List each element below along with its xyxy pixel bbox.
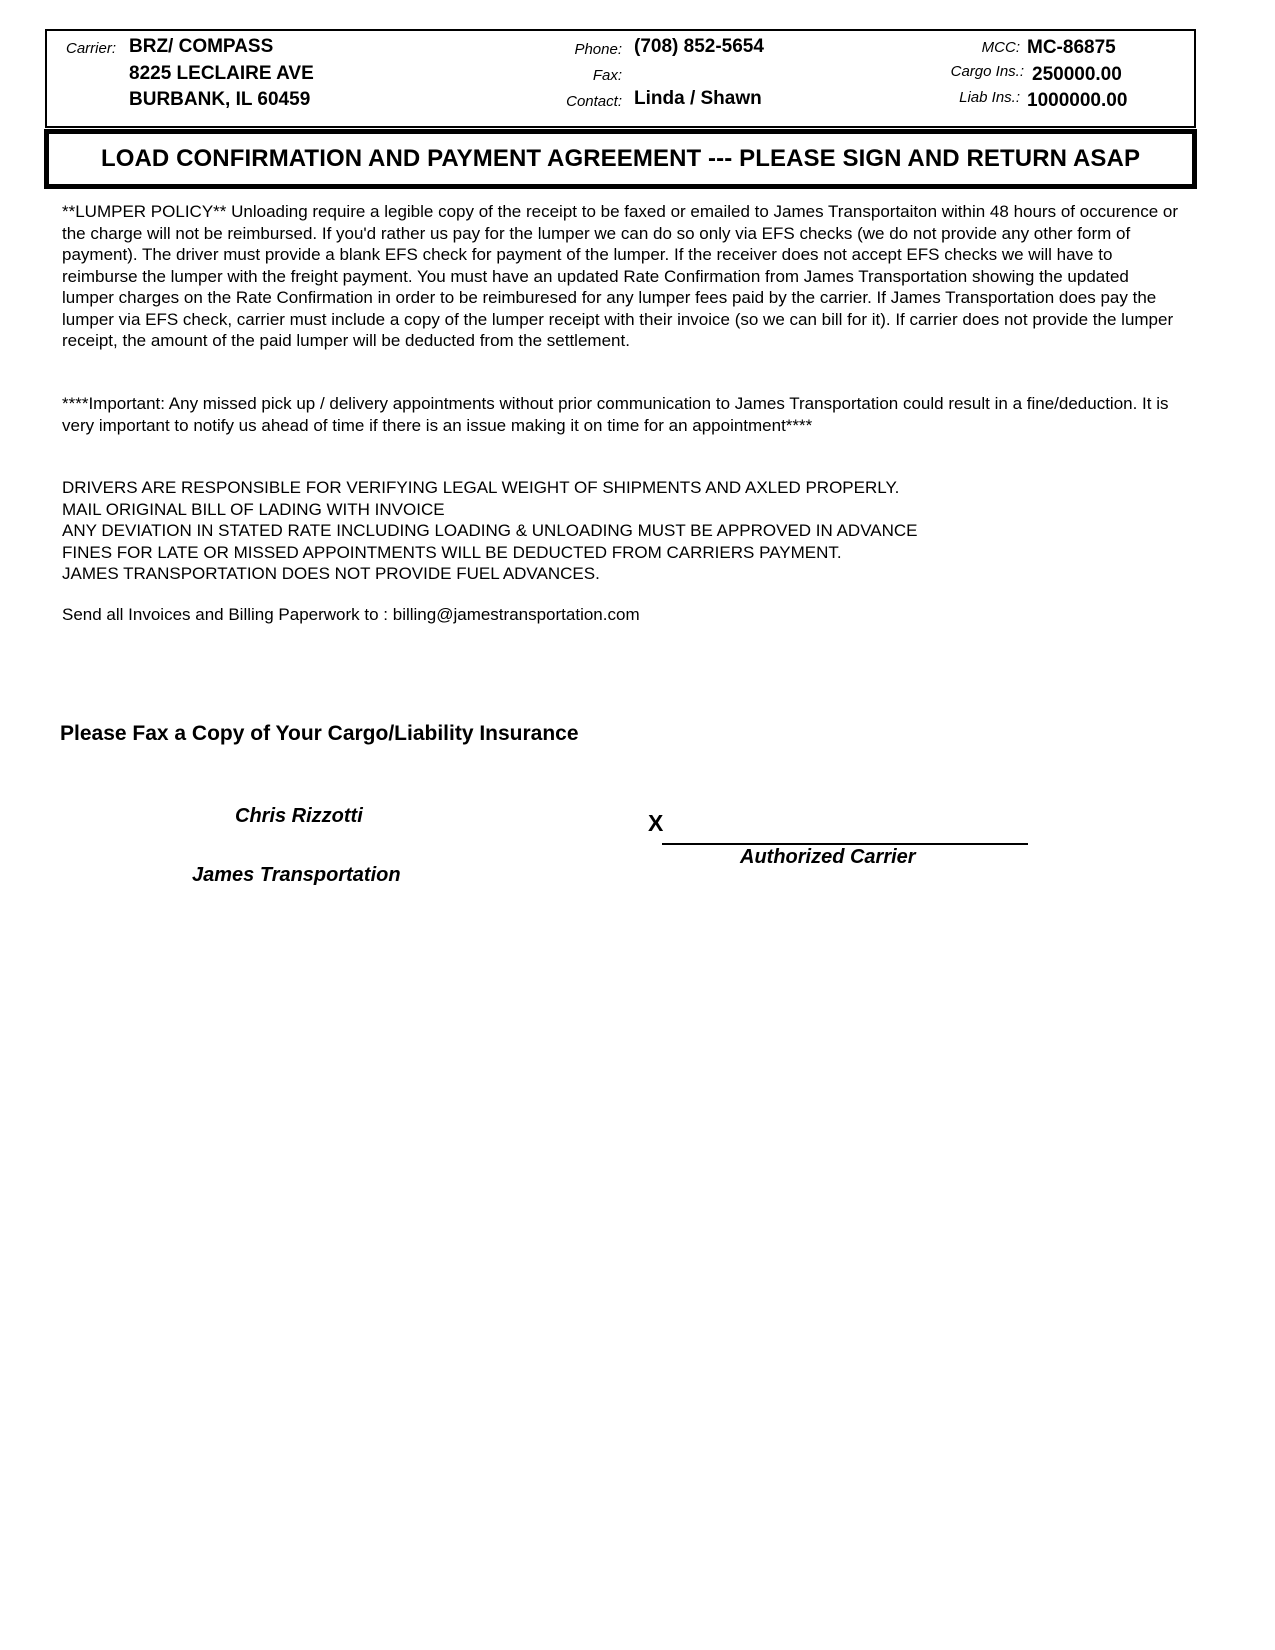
signature-x-mark: X bbox=[648, 810, 664, 836]
carrier-signature-line[interactable] bbox=[662, 843, 1028, 845]
phone-label: Phone: bbox=[574, 41, 622, 58]
mcc-value: MC-86875 bbox=[1027, 37, 1116, 58]
contact-label: Contact: bbox=[566, 93, 622, 110]
rule-line: JAMES TRANSPORTATION DOES NOT PROVIDE FUEL ADVANCES. bbox=[62, 564, 600, 583]
important-notice-text: ****Important: Any missed pick up / delivery appointments without prior communication to James Transportation could result in a fine/deduction. It is very important to notify us ahead of time if there is an issue making it on time for an appointment**** bbox=[62, 394, 1169, 435]
rule-line: ANY DEVIATION IN STATED RATE INCLUDING LOADING & UNLOADING MUST BE APPROVED IN ADVANCE bbox=[62, 521, 918, 540]
mcc-label: MCC: bbox=[981, 39, 1020, 56]
cargo-ins-label: Cargo Ins.: bbox=[950, 63, 1024, 80]
signer-company: James Transportation bbox=[192, 864, 401, 886]
phone-value: (708) 852-5654 bbox=[634, 36, 764, 57]
insurance-request: Please Fax a Copy of Your Cargo/Liability Insurance bbox=[60, 722, 579, 745]
carrier-rules-list bbox=[62, 477, 918, 585]
carrier-address-line2: BURBANK, IL 60459 bbox=[129, 89, 311, 110]
carrier-address-line1: 8225 LECLAIRE AVE bbox=[129, 63, 314, 84]
liab-ins-value: 1000000.00 bbox=[1027, 90, 1128, 111]
cargo-ins-value: 250000.00 bbox=[1032, 64, 1122, 85]
carrier-name: BRZ/ COMPASS bbox=[129, 36, 274, 57]
authorized-carrier-label: Authorized Carrier bbox=[740, 846, 916, 868]
signer-name: Chris Rizzotti bbox=[235, 805, 363, 827]
rule-line: FINES FOR LATE OR MISSED APPOINTMENTS WILL BE DEDUCTED FROM CARRIERS PAYMENT. bbox=[62, 542, 842, 562]
carrier-label: Carrier: bbox=[66, 40, 117, 57]
rule-line: MAIL ORIGINAL BILL OF LADING WITH INVOICE bbox=[62, 499, 445, 519]
document-title: LOAD CONFIRMATION AND PAYMENT AGREEMENT --- PLEASE SIGN AND RETURN ASAP bbox=[44, 129, 1197, 189]
rule-line: DRIVERS ARE RESPONSIBLE FOR VERIFYING LEGAL WEIGHT OF SHIPMENTS AND AXLED PROPERLY. bbox=[62, 478, 900, 497]
billing-instructions: Send all Invoices and Billing Paperwork to : billing@jamestransportation.com bbox=[62, 605, 640, 624]
contact-value: Linda / Shawn bbox=[634, 88, 762, 109]
fax-label: Fax: bbox=[592, 67, 622, 84]
liab-ins-label: Liab Ins.: bbox=[959, 89, 1020, 106]
lumper-policy-text: **LUMPER POLICY** Unloading require a legible copy of the receipt to be faxed or emailed to James Transportaiton within 48 hours of occurence or the charge will not be reimbursed. If you'd rather us pay for the lumper we can do so only via EFS checks (we do not provide any other form of payment). The driver must provide a blank EFS check for payment of the lumper. If the receiver does not accept EFS checks we will have to reimburse the lumper with the freight payment. You must have an updated Rate Confirmation from James Transportation showing the updated lumper charges on the Rate Confirmation in order to be reimburesed for any lumper fees paid by the carrier. If James Transportation does pay the lumper via EFS check, carrier must include a copy of the lumper receipt with their invoice (so we can bill for it). If carrier does not provide the lumper receipt, the amount of the paid lumper will be deducted from the settlement. bbox=[62, 202, 1178, 350]
